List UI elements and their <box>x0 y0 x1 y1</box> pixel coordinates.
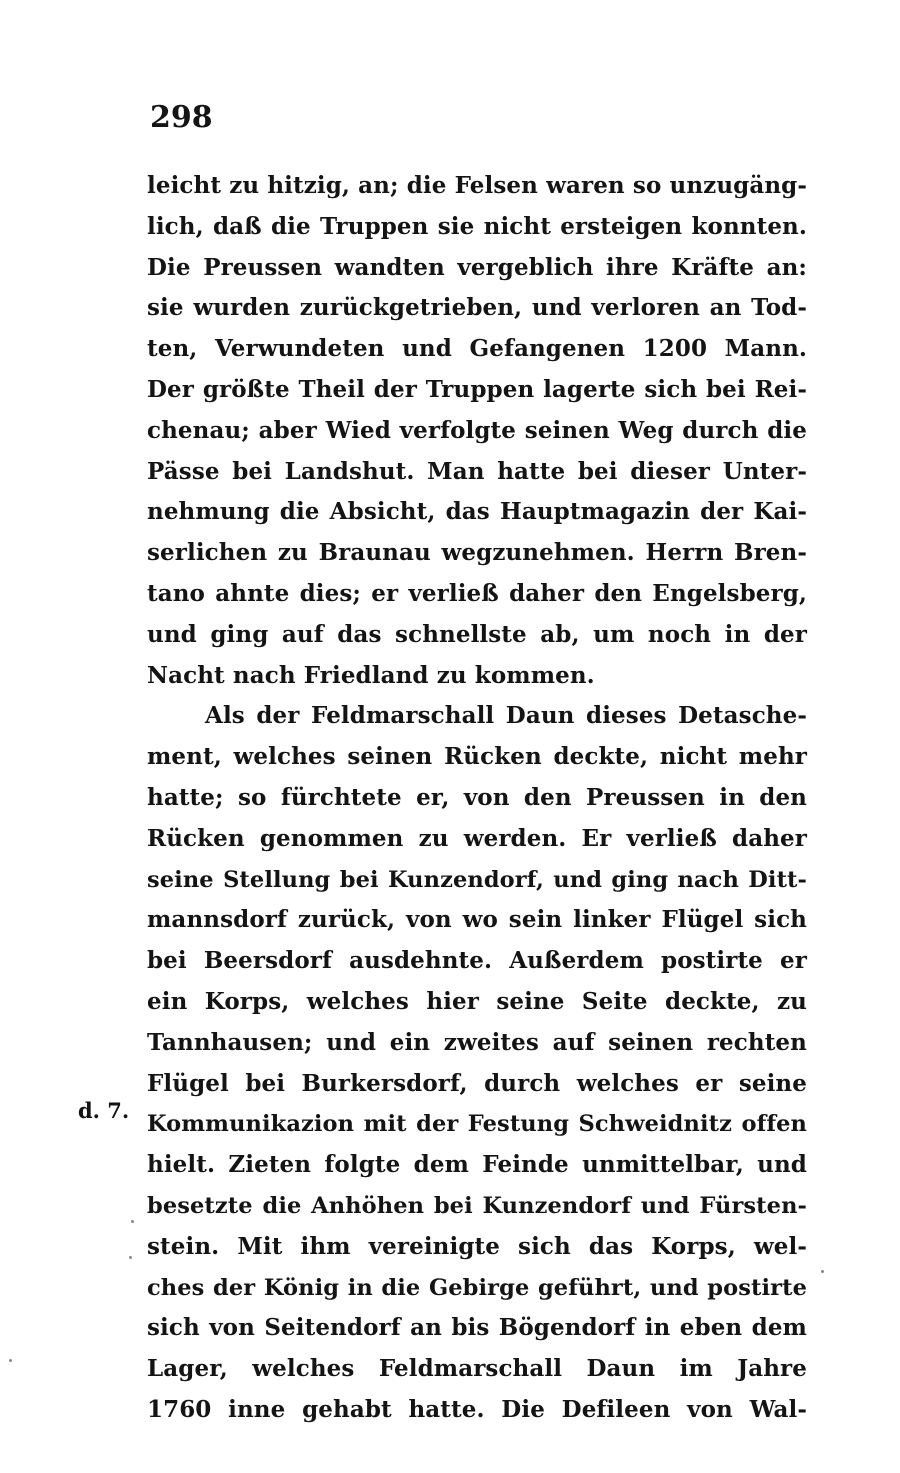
paper-speck <box>129 1256 132 1259</box>
text-line: lich, daß die Truppen sie nicht ersteigen konnten. <box>147 212 807 240</box>
text-line: 1760 inne gehabt hatte. Die Defileen von Wal- <box>147 1395 807 1423</box>
text-line: hielt. Zieten folgte dem Feinde unmittelbar, und <box>147 1151 807 1179</box>
text-line: hatte; so fürchtete er, von den Preussen in den <box>147 783 807 811</box>
text-line: ten, Verwundeten und Gefangenen 1200 Mann. <box>147 335 807 363</box>
text-line: stein. Mit ihm vereinigte sich das Korps, wel- <box>147 1232 807 1260</box>
text-line: serlichen zu Braunau wegzunehmen. Herrn Bren- <box>147 539 807 567</box>
text-line: leicht zu hitzig, an; die Felsen waren so unzugäng- <box>147 172 807 199</box>
page-number: 298 <box>150 100 213 135</box>
text-line: chenau; aber Wied verfolgte seinen Weg durch die <box>147 416 807 444</box>
paper-speck <box>9 1359 12 1362</box>
text-line: und ging auf das schnellste ab, um noch in der <box>147 620 807 648</box>
text-line: Lager, welches Feldmarschall Daun im Jahre <box>147 1355 807 1383</box>
text-line: nehmung die Absicht, das Hauptmagazin der Kai- <box>147 498 807 526</box>
text-line: Der größte Theil der Truppen lagerte sich bei Rei- <box>147 375 807 403</box>
paper-speck <box>131 1220 134 1223</box>
text-line: Nacht nach Friedland zu kommen. <box>147 661 595 689</box>
body-text <box>147 166 807 1431</box>
text-line: Flügel bei Burkersdorf, durch welches er seine <box>147 1069 807 1097</box>
margin-note: d. 7. <box>78 1098 130 1123</box>
text-line: ches der König in die Gebirge geführt, und postirte <box>147 1274 807 1301</box>
text-line: Die Preussen wandten vergeblich ihre Kräfte an: <box>147 253 807 281</box>
paper-speck <box>821 1270 824 1273</box>
text-line: tano ahnte dies; er verließ daher den Engelsberg, <box>147 579 807 607</box>
text-line: bei Beersdorf ausdehnte. Außerdem postirte er <box>147 947 807 975</box>
text-line: Kommunikazion mit der Festung Schweidnitz offen <box>147 1111 807 1138</box>
text-line: Pässe bei Landshut. Man hatte bei dieser Unter- <box>147 457 807 485</box>
text-line: besetzte die Anhöhen bei Kunzendorf und Fürsten- <box>147 1192 807 1219</box>
text-line: Tannhausen; und ein zweites auf seinen rechten <box>147 1028 807 1056</box>
text-line: sich von Seitendorf an bis Bögendorf in eben dem <box>147 1314 807 1342</box>
text-line: ment, welches seinen Rücken deckte, nicht mehr <box>147 743 807 771</box>
text-line: Rücken genommen zu werden. Er verließ daher <box>147 824 807 852</box>
text-line: Als der Feldmarschall Daun dieses Detasche- <box>205 702 807 730</box>
text-line: ein Korps, welches hier seine Seite deckte, zu <box>147 987 807 1015</box>
text-line: seine Stellung bei Kunzendorf, und ging nach Ditt- <box>147 866 807 893</box>
text-line: sie wurden zurückgetrieben, und verloren an Tod- <box>147 294 807 322</box>
text-line: mannsdorf zurück, von wo sein linker Flügel sich <box>147 906 807 934</box>
